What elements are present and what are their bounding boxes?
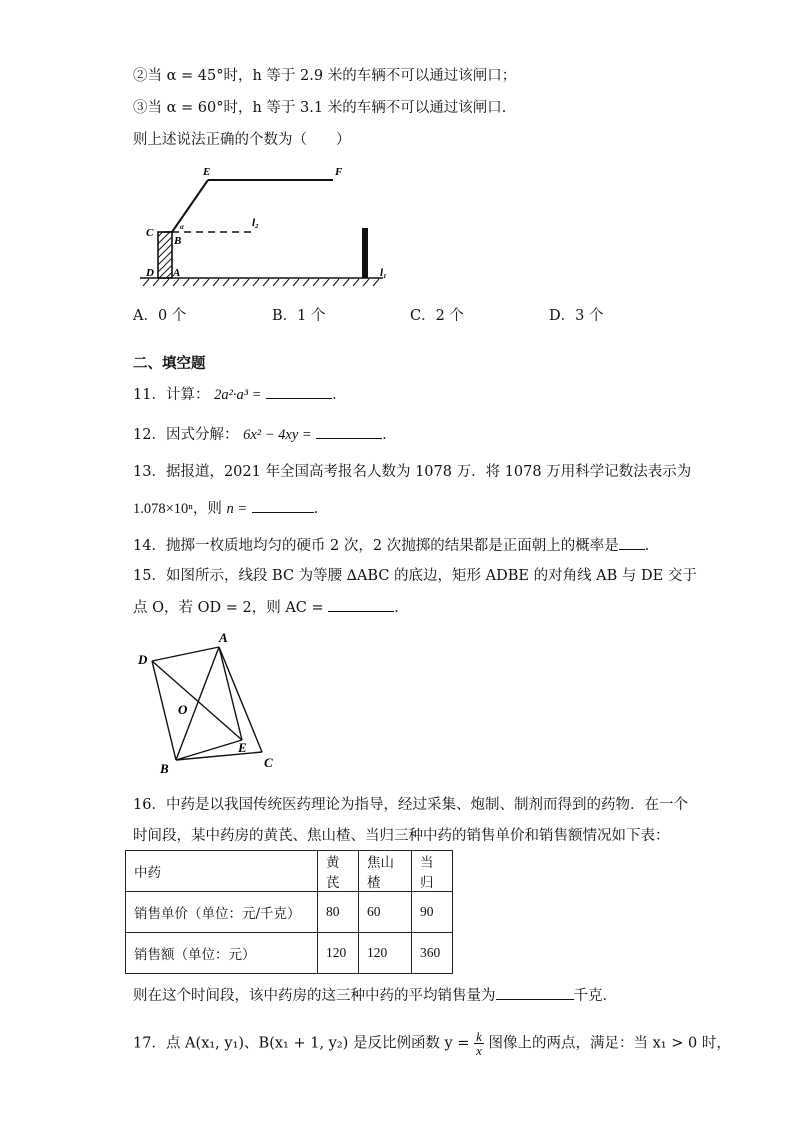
table-cell: 360 — [412, 933, 453, 974]
label-E: E — [203, 166, 211, 178]
question-10-prompt: 则上述说法正确的个数为（ ） — [133, 132, 351, 148]
question-11-number: 11．计算： — [133, 387, 210, 403]
statement-3: ③当 α = 60°时，h 等于 3.1 米的车辆不可以通过该闸口． — [133, 100, 517, 116]
table-header-row — [126, 851, 453, 892]
table-cell: 120 — [359, 933, 412, 974]
question-16-answer-text: 则在这个时间段，该中药房的这三种中药的平均销售量为 — [133, 988, 496, 1004]
question-13-end: ． — [313, 501, 329, 517]
table-row — [126, 933, 453, 974]
question-11 — [133, 384, 347, 405]
table-cell: 销售额（单位：元） — [126, 933, 318, 974]
label-F: F — [335, 166, 343, 178]
question-12-number: 12．因式分解： — [133, 427, 239, 443]
question-17-text-b: 图像上的两点，满足：当 x₁ > 0 时， — [488, 1035, 731, 1052]
table-header-cell: 黄芪 — [318, 851, 359, 892]
question-13-scientific: 1.078×10ⁿ，则 — [133, 501, 222, 517]
statement-2: ②当 α = 45°时，h 等于 2.9 米的车辆不可以通过该闸口； — [133, 68, 517, 84]
question-11-end: ． — [332, 387, 347, 403]
table-header-cell: 焦山楂 — [359, 851, 412, 892]
table-row — [126, 892, 453, 933]
question-15-line2 — [133, 597, 409, 618]
question-14-text: 14．抛掷一枚质地均匀的硬币 2 次，2 次抛掷的结果都是正面朝上的概率是 — [133, 538, 619, 554]
section-title: 二、填空题 — [133, 355, 206, 372]
table-header-cell: 当归 — [412, 851, 453, 892]
question-16-unit: 千克． — [573, 988, 617, 1004]
diagonal-DE — [152, 661, 242, 740]
label-B: B — [160, 761, 169, 776]
option-a: A．0 个 — [133, 308, 187, 324]
vehicle-bar — [362, 228, 368, 278]
question-14 — [133, 535, 659, 556]
label-B: B — [174, 235, 182, 247]
label-D: D — [146, 267, 154, 279]
table-cell: 120 — [318, 933, 359, 974]
fraction-denominator: x — [476, 1043, 482, 1058]
label-C: C — [264, 755, 273, 770]
label-O: O — [178, 702, 188, 717]
question-13-line1: 13．据报道，2021 年全国高考报名人数为 1078 万．将 1078 万用科学记数法表示为 — [133, 464, 692, 480]
label-alpha: α — [180, 223, 184, 231]
segment-BD — [152, 661, 176, 760]
answer-blank-11[interactable] — [266, 384, 332, 399]
label-A: A — [219, 630, 228, 645]
fraction-k-over-x — [474, 1030, 484, 1057]
label-D: D — [138, 652, 148, 667]
question-16-line2: 时间段，某中药房的黄芪、焦山楂、当归三种中药的销售单价和销售额情况如下表： — [133, 828, 670, 844]
table-cell: 60 — [359, 892, 412, 933]
option-c: C．2 个 — [410, 308, 464, 324]
question-15-line1: 15．如图所示，线段 BC 为等腰 ∆ABC 的底边，矩形 ADBE 的对角线 AB 与 DE 交于 — [133, 568, 697, 584]
question-12-expression: 6x² − 4xy = — [243, 427, 312, 443]
label-A: A — [173, 267, 181, 279]
segment-DA — [152, 647, 219, 661]
question-14-end: ． — [644, 538, 660, 554]
question-12 — [133, 424, 397, 445]
table-cell: 销售单价（单位：元/千克） — [126, 892, 318, 933]
table-header-cell: 中药 — [126, 851, 318, 892]
fraction-numerator: k — [476, 1029, 482, 1044]
sales-table — [125, 850, 453, 974]
gate-figure — [135, 160, 395, 300]
rectangle-triangle-figure — [132, 628, 292, 778]
question-13-line2 — [133, 498, 328, 519]
answer-blank-14[interactable] — [619, 535, 645, 550]
question-13-var: n = — [226, 501, 248, 517]
answer-blank-12[interactable] — [316, 424, 382, 439]
label-l1: l₁ — [380, 267, 387, 279]
question-12-end: ． — [382, 427, 397, 443]
question-15-end: ． — [394, 600, 409, 616]
question-11-expression: 2a²·a³ = — [214, 387, 262, 403]
label-l2: l₂ — [252, 217, 259, 229]
table-cell: 80 — [318, 892, 359, 933]
answer-blank-13[interactable] — [252, 498, 314, 513]
question-16-answer-line — [133, 985, 617, 1006]
label-C: C — [146, 227, 154, 239]
question-16-line1: 16．中药是以我国传统医药理论为指导，经过采集、炮制、制剂而得到的药物．在一个 — [133, 797, 688, 813]
table-cell: 90 — [412, 892, 453, 933]
question-17 — [133, 1030, 731, 1057]
question-17-text-a: 17．点 A(x₁, y₁)、B(x₁ + 1, y₂) 是反比例函数 y = — [133, 1035, 470, 1052]
option-d: D．3 个 — [549, 308, 604, 324]
gate-arm-incline — [172, 180, 208, 232]
answer-blank-16[interactable] — [496, 985, 574, 1000]
option-b: B．1 个 — [272, 308, 326, 324]
question-15-condition: 点 O，若 OD = 2，则 AC = — [133, 600, 324, 616]
answer-blank-15[interactable] — [328, 597, 394, 612]
label-E: E — [238, 740, 247, 755]
gate-post — [158, 232, 172, 278]
